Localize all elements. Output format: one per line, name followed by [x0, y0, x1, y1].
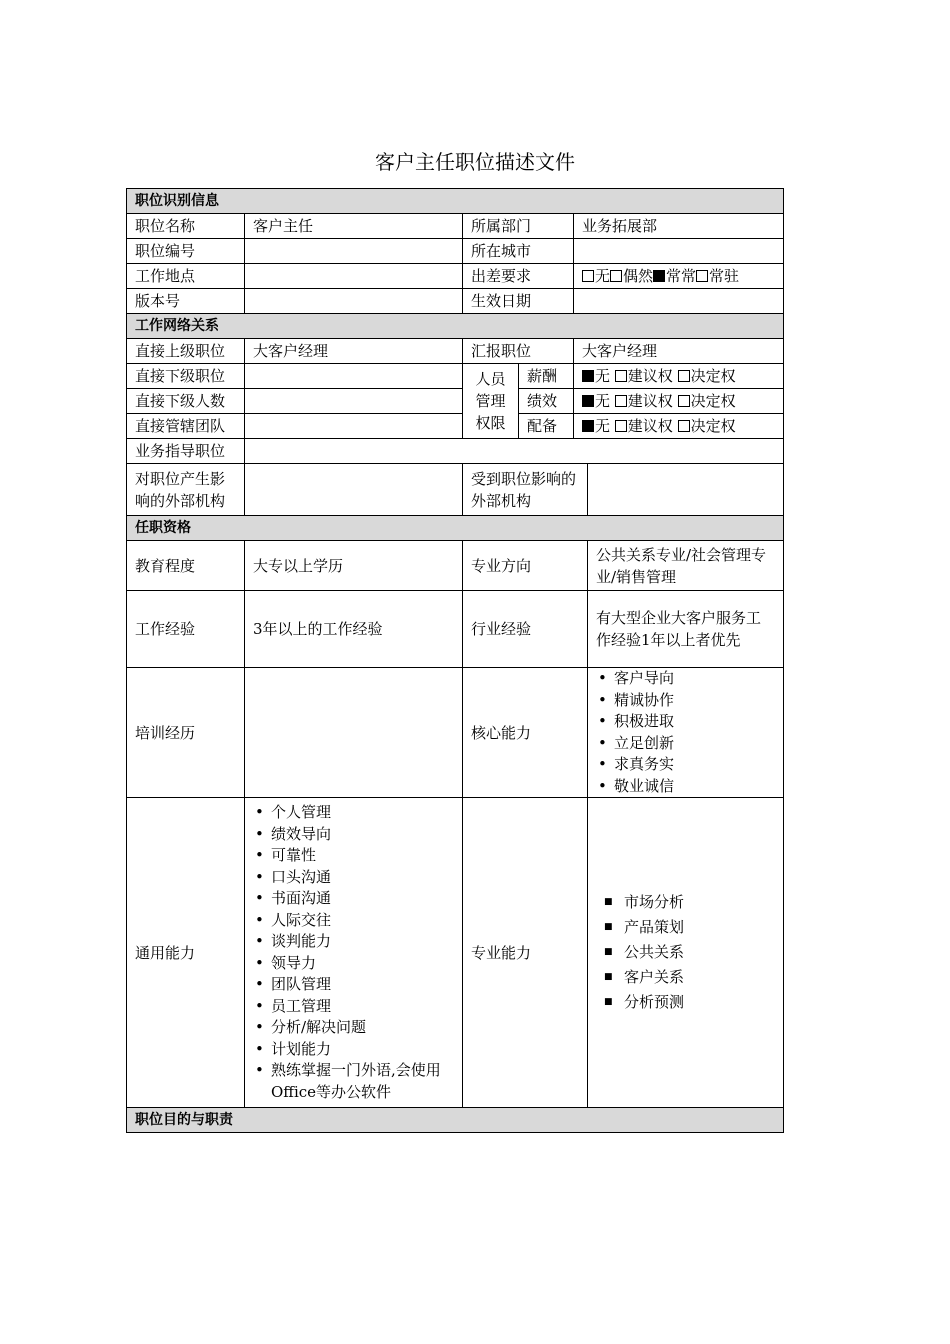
- location-label: 工作地点: [127, 264, 245, 289]
- training-label: 培训经历: [127, 668, 245, 798]
- authority-option[interactable]: 无: [582, 417, 610, 435]
- checkbox-icon: [615, 420, 627, 432]
- list-item: • 敬业诚信: [614, 776, 775, 798]
- version-label: 版本号: [127, 289, 245, 314]
- authority-option[interactable]: 建议权: [615, 367, 673, 385]
- guidance-label: 业务指导职位: [127, 439, 245, 464]
- authority-staffing-options: [574, 414, 784, 439]
- checkbox-checked-icon: [582, 395, 594, 407]
- travel-option[interactable]: 偶然: [610, 267, 653, 285]
- list-item: • 客户导向: [614, 668, 775, 690]
- industry-value: 有大型企业大客户服务工作经验1年以上者优先: [588, 591, 784, 668]
- list-item: ■ 公共关系: [624, 940, 775, 965]
- page-title: 客户主任职位描述文件: [375, 150, 575, 174]
- job-name-value: 客户主任: [245, 214, 463, 239]
- list-item: • 立足创新: [614, 733, 775, 755]
- core-list: [596, 668, 775, 797]
- list-item: • 绩效导向: [271, 824, 454, 846]
- job-code-value: [245, 239, 463, 264]
- authority-option[interactable]: 无: [582, 392, 610, 410]
- job-code-label: 职位编号: [127, 239, 245, 264]
- list-item: • 精诚协作: [614, 690, 775, 712]
- superior-value: 大客户经理: [245, 339, 463, 364]
- section-identification: 职位识别信息: [127, 189, 784, 214]
- travel-option[interactable]: 常驻: [696, 267, 739, 285]
- checkbox-checked-icon: [582, 370, 594, 382]
- checkbox-icon: [615, 395, 627, 407]
- checkbox-icon: [615, 370, 627, 382]
- checkbox-checked-icon: [582, 420, 594, 432]
- city-value: [574, 239, 784, 264]
- authority-staffing-label: 配备: [519, 414, 574, 439]
- education-label: 教育程度: [127, 541, 245, 591]
- subordinate-value: [245, 364, 463, 389]
- checkbox-icon: [582, 270, 594, 282]
- subordinate-count-value: [245, 389, 463, 414]
- external-influence-value: [245, 464, 463, 516]
- list-item: • 求真务实: [614, 754, 775, 776]
- list-item: ■ 分析预测: [624, 990, 775, 1015]
- department-label: 所属部门: [463, 214, 574, 239]
- checkbox-checked-icon: [653, 270, 665, 282]
- authority-option[interactable]: 决定权: [678, 367, 736, 385]
- list-item: • 员工管理: [271, 996, 454, 1018]
- effective-date-value: [574, 289, 784, 314]
- report-label: 汇报职位: [463, 339, 574, 364]
- professional-items: [588, 798, 784, 1108]
- checkbox-icon: [678, 420, 690, 432]
- list-item: • 领导力: [271, 953, 454, 975]
- subordinate-label: 直接下级职位: [127, 364, 245, 389]
- experience-label: 工作经验: [127, 591, 245, 668]
- checkbox-icon: [610, 270, 622, 282]
- checkbox-icon: [678, 395, 690, 407]
- job-description-table: [126, 188, 784, 1133]
- core-label: 核心能力: [463, 668, 588, 798]
- education-value: 大专以上学历: [245, 541, 463, 591]
- list-item: ■ 市场分析: [624, 890, 775, 915]
- section-qualifications: 任职资格: [127, 516, 784, 541]
- authority-option[interactable]: 无: [582, 367, 610, 385]
- list-item: • 口头沟通: [271, 867, 454, 889]
- location-value: [245, 264, 463, 289]
- travel-label: 出差要求: [463, 264, 574, 289]
- travel-option[interactable]: 无: [582, 267, 610, 285]
- industry-label: 行业经验: [463, 591, 588, 668]
- list-item: ■ 产品策划: [624, 915, 775, 940]
- list-item: • 积极进取: [614, 711, 775, 733]
- list-item: • 计划能力: [271, 1039, 454, 1061]
- superior-label: 直接上级职位: [127, 339, 245, 364]
- guidance-value: [245, 439, 784, 464]
- external-influence-label: 对职位产生影响的外部机构: [127, 464, 245, 516]
- list-item: • 谈判能力: [271, 931, 454, 953]
- list-item: • 个人管理: [271, 802, 454, 824]
- list-item: • 团队管理: [271, 974, 454, 996]
- authority-salary-label: 薪酬: [519, 364, 574, 389]
- subordinate-count-label: 直接下级人数: [127, 389, 245, 414]
- travel-option[interactable]: 常常: [653, 267, 696, 285]
- training-value: [245, 668, 463, 798]
- professional-label: 专业能力: [463, 798, 588, 1108]
- authority-label: 人员 管理 权限: [463, 364, 519, 439]
- major-value: 公共关系专业/社会管理专业/销售管理: [588, 541, 784, 591]
- department-value: 业务拓展部: [574, 214, 784, 239]
- general-list: [253, 802, 454, 1103]
- authority-option[interactable]: 建议权: [615, 392, 673, 410]
- list-item: • 分析/解决问题: [271, 1017, 454, 1039]
- list-item: • 熟练掌握一门外语,会使用Office等办公软件: [271, 1060, 454, 1103]
- authority-performance-options: [574, 389, 784, 414]
- city-label: 所在城市: [463, 239, 574, 264]
- core-items: [588, 668, 784, 798]
- authority-option[interactable]: 决定权: [678, 392, 736, 410]
- job-name-label: 职位名称: [127, 214, 245, 239]
- affected-external-value: [588, 464, 784, 516]
- major-label: 专业方向: [463, 541, 588, 591]
- experience-value: 3年以上的工作经验: [245, 591, 463, 668]
- effective-date-label: 生效日期: [463, 289, 574, 314]
- authority-salary-options: [574, 364, 784, 389]
- team-value: [245, 414, 463, 439]
- section-network: 工作网络关系: [127, 314, 784, 339]
- general-label: 通用能力: [127, 798, 245, 1108]
- list-item: • 可靠性: [271, 845, 454, 867]
- team-label: 直接管辖团队: [127, 414, 245, 439]
- authority-option[interactable]: 决定权: [678, 417, 736, 435]
- authority-option[interactable]: 建议权: [615, 417, 673, 435]
- section-purpose: 职位目的与职责: [127, 1108, 784, 1133]
- authority-performance-label: 绩效: [519, 389, 574, 414]
- list-item: • 书面沟通: [271, 888, 454, 910]
- professional-list: [596, 890, 775, 1015]
- affected-external-label: 受到职位影响的外部机构: [463, 464, 588, 516]
- general-items: [245, 798, 463, 1108]
- checkbox-icon: [696, 270, 708, 282]
- checkbox-icon: [678, 370, 690, 382]
- travel-options: [574, 264, 784, 289]
- list-item: ■ 客户关系: [624, 965, 775, 990]
- list-item: • 人际交往: [271, 910, 454, 932]
- version-value: [245, 289, 463, 314]
- report-value: 大客户经理: [574, 339, 784, 364]
